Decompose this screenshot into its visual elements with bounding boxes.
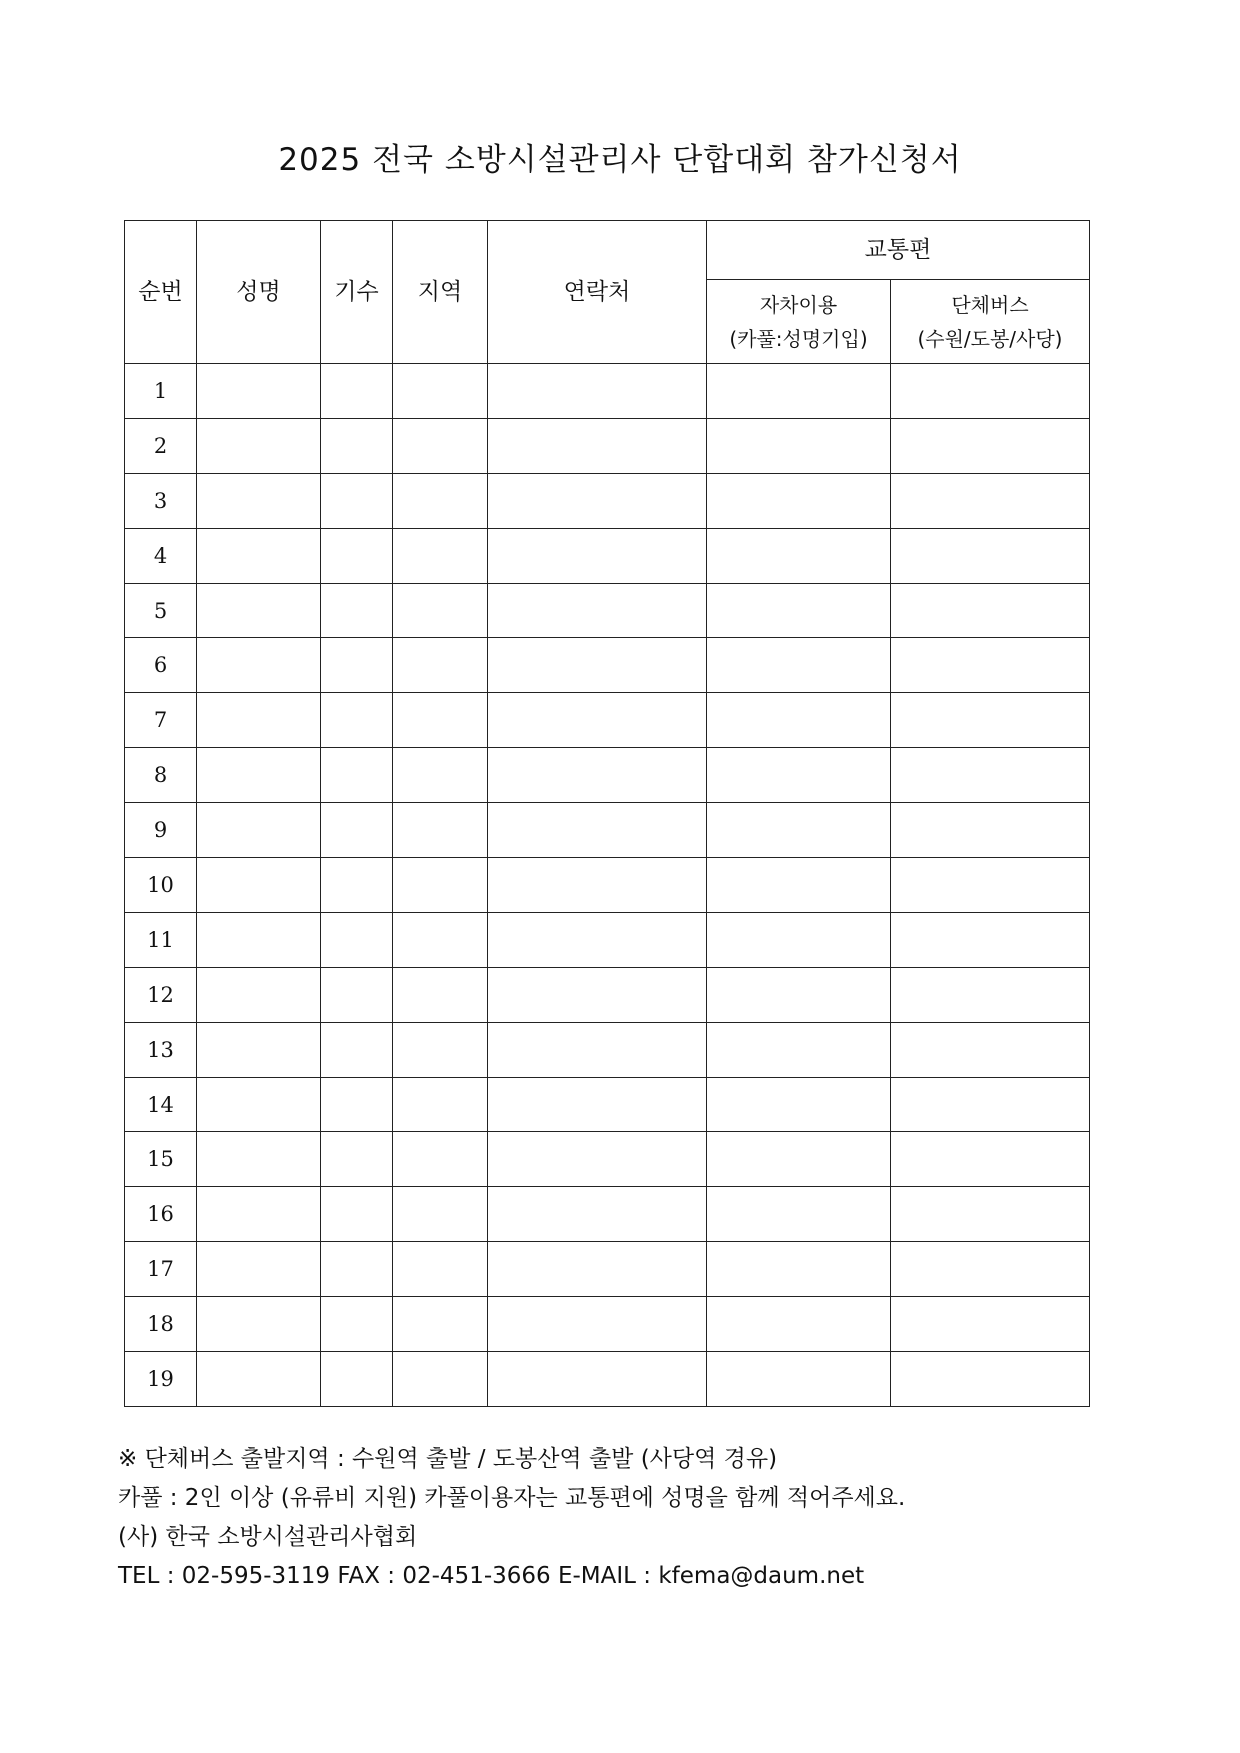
contact-cell[interactable]	[488, 418, 707, 473]
group-bus-cell[interactable]	[891, 912, 1090, 967]
own-car-cell[interactable]	[707, 748, 891, 803]
header-group-bus	[891, 280, 1090, 364]
table-row	[125, 1187, 1090, 1242]
table-row	[125, 803, 1090, 858]
row-number-cell: 1	[125, 364, 197, 419]
contact-cell[interactable]	[488, 803, 707, 858]
application-table	[124, 220, 1090, 1407]
region-cell[interactable]	[393, 748, 488, 803]
row-number-cell: 17	[125, 1242, 197, 1297]
row-number-cell: 4	[125, 528, 197, 583]
row-number-cell: 7	[125, 693, 197, 748]
header-transport: 교통편	[707, 221, 1090, 280]
class-cell[interactable]	[321, 858, 393, 913]
header-own-car-line2: (카풀:성명기입)	[729, 326, 868, 351]
header-no: 순번	[125, 221, 197, 364]
name-cell[interactable]	[197, 1352, 321, 1407]
group-bus-cell[interactable]	[891, 1297, 1090, 1352]
region-cell[interactable]	[393, 638, 488, 693]
row-number-cell: 2	[125, 418, 197, 473]
table-row	[125, 364, 1090, 419]
region-cell[interactable]	[393, 418, 488, 473]
row-number-cell: 10	[125, 858, 197, 913]
name-cell[interactable]	[197, 364, 321, 419]
group-bus-cell[interactable]	[891, 1132, 1090, 1187]
own-car-cell[interactable]	[707, 967, 891, 1022]
table-row	[125, 748, 1090, 803]
row-number-cell: 19	[125, 1352, 197, 1407]
header-name: 성명	[197, 221, 321, 364]
class-cell[interactable]	[321, 1132, 393, 1187]
contact-cell[interactable]	[488, 473, 707, 528]
contact-cell[interactable]	[488, 693, 707, 748]
region-cell[interactable]	[393, 1297, 488, 1352]
name-cell[interactable]	[197, 912, 321, 967]
class-cell[interactable]	[321, 1242, 393, 1297]
group-bus-cell[interactable]	[891, 1187, 1090, 1242]
page-title: 2025 전국 소방시설관리사 단합대회 참가신청서	[278, 142, 962, 178]
name-cell[interactable]	[197, 1077, 321, 1132]
note-organization: (사) 한국 소방시설관리사협회	[118, 1524, 418, 1550]
name-cell[interactable]	[197, 748, 321, 803]
name-cell[interactable]	[197, 693, 321, 748]
own-car-cell[interactable]	[707, 1132, 891, 1187]
region-cell[interactable]	[393, 528, 488, 583]
region-cell[interactable]	[393, 364, 488, 419]
table-row	[125, 473, 1090, 528]
name-cell[interactable]	[197, 858, 321, 913]
contact-cell[interactable]	[488, 1297, 707, 1352]
region-cell[interactable]	[393, 1077, 488, 1132]
own-car-cell[interactable]	[707, 638, 891, 693]
contact-cell[interactable]	[488, 1352, 707, 1407]
contact-cell[interactable]	[488, 1077, 707, 1132]
name-cell[interactable]	[197, 1132, 321, 1187]
table-row	[125, 1352, 1090, 1407]
table-row	[125, 1077, 1090, 1132]
group-bus-cell[interactable]	[891, 583, 1090, 638]
name-cell[interactable]	[197, 418, 321, 473]
name-cell[interactable]	[197, 1242, 321, 1297]
region-cell[interactable]	[393, 583, 488, 638]
region-cell[interactable]	[393, 1132, 488, 1187]
class-cell[interactable]	[321, 1352, 393, 1407]
class-cell[interactable]	[321, 1077, 393, 1132]
header-own-car	[707, 280, 891, 364]
note-carpool: 카풀 : 2인 이상 (유류비 지원) 카풀이용자는 교통편에 성명을 함께 적어주세요.	[118, 1485, 906, 1511]
region-cell[interactable]	[393, 693, 488, 748]
group-bus-cell[interactable]	[891, 418, 1090, 473]
group-bus-cell[interactable]	[891, 693, 1090, 748]
group-bus-cell[interactable]	[891, 1077, 1090, 1132]
class-cell[interactable]	[321, 418, 393, 473]
group-bus-cell[interactable]	[891, 803, 1090, 858]
own-car-cell[interactable]	[707, 364, 891, 419]
table-row	[125, 693, 1090, 748]
table-row	[125, 1022, 1090, 1077]
contact-cell[interactable]	[488, 1187, 707, 1242]
region-cell[interactable]	[393, 803, 488, 858]
class-cell[interactable]	[321, 912, 393, 967]
group-bus-cell[interactable]	[891, 967, 1090, 1022]
table-row	[125, 528, 1090, 583]
class-cell[interactable]	[321, 528, 393, 583]
table-row	[125, 638, 1090, 693]
own-car-cell[interactable]	[707, 1242, 891, 1297]
region-cell[interactable]	[393, 1187, 488, 1242]
group-bus-cell[interactable]	[891, 638, 1090, 693]
table-row	[125, 858, 1090, 913]
region-cell[interactable]	[393, 858, 488, 913]
contact-cell[interactable]	[488, 528, 707, 583]
notes-section	[118, 1440, 1118, 1596]
table-row	[125, 912, 1090, 967]
table-row	[125, 967, 1090, 1022]
class-cell[interactable]	[321, 967, 393, 1022]
group-bus-cell[interactable]	[891, 748, 1090, 803]
own-car-cell[interactable]	[707, 912, 891, 967]
class-cell[interactable]	[321, 638, 393, 693]
class-cell[interactable]	[321, 364, 393, 419]
name-cell[interactable]	[197, 473, 321, 528]
row-number-cell: 3	[125, 473, 197, 528]
class-cell[interactable]	[321, 1022, 393, 1077]
group-bus-cell[interactable]	[891, 858, 1090, 913]
group-bus-cell[interactable]	[891, 1352, 1090, 1407]
note-group-bus: ※ 단체버스 출발지역 : 수원역 출발 / 도봉산역 출발 (사당역 경유)	[118, 1446, 778, 1472]
contact-cell[interactable]	[488, 858, 707, 913]
own-car-cell[interactable]	[707, 1022, 891, 1077]
row-number-cell: 9	[125, 803, 197, 858]
class-cell[interactable]	[321, 693, 393, 748]
row-number-cell: 11	[125, 912, 197, 967]
group-bus-cell[interactable]	[891, 473, 1090, 528]
note-contact-info: TEL : 02-595-3119 FAX : 02-451-3666 E-MAIL : kfema@daum.net	[118, 1563, 865, 1589]
row-number-cell: 6	[125, 638, 197, 693]
name-cell[interactable]	[197, 967, 321, 1022]
own-car-cell[interactable]	[707, 473, 891, 528]
own-car-cell[interactable]	[707, 693, 891, 748]
row-number-cell: 14	[125, 1077, 197, 1132]
own-car-cell[interactable]	[707, 583, 891, 638]
name-cell[interactable]	[197, 803, 321, 858]
contact-cell[interactable]	[488, 748, 707, 803]
table-row	[125, 583, 1090, 638]
row-number-cell: 8	[125, 748, 197, 803]
group-bus-cell[interactable]	[891, 528, 1090, 583]
group-bus-cell[interactable]	[891, 1242, 1090, 1297]
class-cell[interactable]	[321, 473, 393, 528]
name-cell[interactable]	[197, 638, 321, 693]
name-cell[interactable]	[197, 1187, 321, 1242]
class-cell[interactable]	[321, 803, 393, 858]
name-cell[interactable]	[197, 1022, 321, 1077]
group-bus-cell[interactable]	[891, 364, 1090, 419]
row-number-cell: 15	[125, 1132, 197, 1187]
class-cell[interactable]	[321, 1297, 393, 1352]
own-car-cell[interactable]	[707, 1187, 891, 1242]
own-car-cell[interactable]	[707, 803, 891, 858]
row-number-cell: 16	[125, 1187, 197, 1242]
row-number-cell: 12	[125, 967, 197, 1022]
table-row	[125, 418, 1090, 473]
class-cell[interactable]	[321, 748, 393, 803]
own-car-cell[interactable]	[707, 1297, 891, 1352]
header-region: 지역	[393, 221, 488, 364]
own-car-cell[interactable]	[707, 1077, 891, 1132]
contact-cell[interactable]	[488, 638, 707, 693]
table-row	[125, 1242, 1090, 1297]
contact-cell[interactable]	[488, 583, 707, 638]
name-cell[interactable]	[197, 528, 321, 583]
contact-cell[interactable]	[488, 1242, 707, 1297]
region-cell[interactable]	[393, 1242, 488, 1297]
contact-cell[interactable]	[488, 1022, 707, 1077]
header-own-car-line1: 자차이용	[759, 292, 838, 317]
own-car-cell[interactable]	[707, 528, 891, 583]
row-number-cell: 13	[125, 1022, 197, 1077]
region-cell[interactable]	[393, 1022, 488, 1077]
header-contact: 연락처	[488, 221, 707, 364]
table-row	[125, 1132, 1090, 1187]
table-row	[125, 1297, 1090, 1352]
table-body	[125, 364, 1090, 1407]
contact-cell[interactable]	[488, 364, 707, 419]
header-class: 기수	[321, 221, 393, 364]
own-car-cell[interactable]	[707, 1352, 891, 1407]
contact-cell[interactable]	[488, 967, 707, 1022]
class-cell[interactable]	[321, 583, 393, 638]
group-bus-cell[interactable]	[891, 1022, 1090, 1077]
region-cell[interactable]	[393, 473, 488, 528]
header-row	[125, 221, 1090, 280]
contact-cell[interactable]	[488, 1132, 707, 1187]
header-group-bus-line2: (수원/도봉/사당)	[917, 326, 1063, 351]
region-cell[interactable]	[393, 1352, 488, 1407]
row-number-cell: 18	[125, 1297, 197, 1352]
contact-cell[interactable]	[488, 912, 707, 967]
name-cell[interactable]	[197, 1297, 321, 1352]
region-cell[interactable]	[393, 912, 488, 967]
row-number-cell: 5	[125, 583, 197, 638]
region-cell[interactable]	[393, 967, 488, 1022]
header-group-bus-line1: 단체버스	[951, 292, 1029, 317]
own-car-cell[interactable]	[707, 858, 891, 913]
own-car-cell[interactable]	[707, 418, 891, 473]
name-cell[interactable]	[197, 583, 321, 638]
class-cell[interactable]	[321, 1187, 393, 1242]
